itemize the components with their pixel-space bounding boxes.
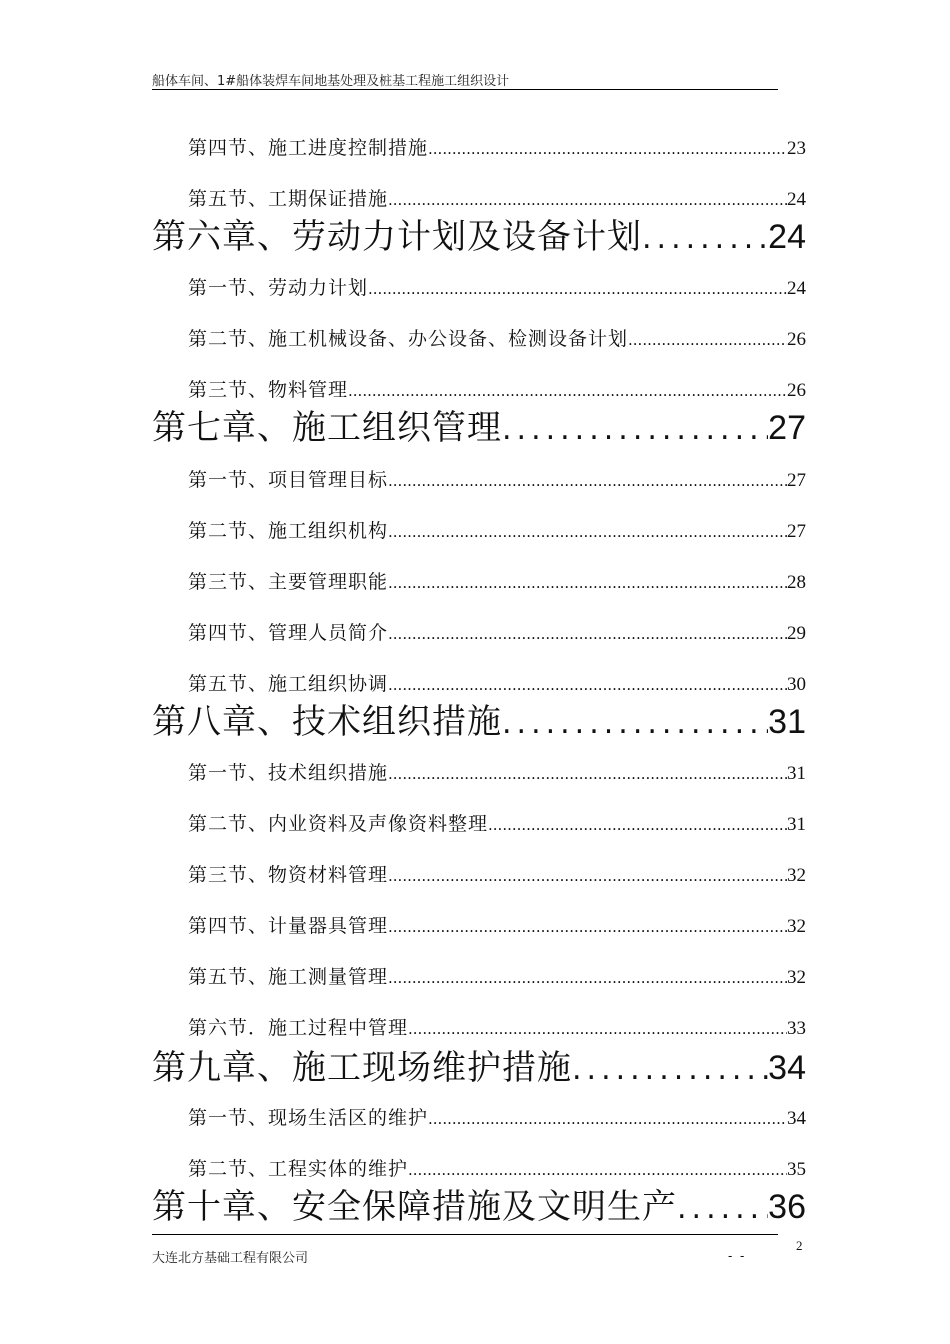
dot-leader bbox=[677, 1189, 768, 1229]
toc-entry-title: 第三节、主要管理职能 bbox=[188, 571, 389, 593]
toc-entry-title: 第四节、管理人员简介 bbox=[188, 622, 389, 644]
toc-chapter-entry[interactable] bbox=[152, 1187, 806, 1229]
footer-company-name: 大连北方基础工程有限公司 bbox=[152, 1251, 309, 1266]
toc-section-entry[interactable] bbox=[188, 761, 806, 786]
toc-entry-page: 32 bbox=[787, 865, 806, 886]
toc-section-entry[interactable] bbox=[188, 1157, 806, 1182]
toc-entry-page: 27 bbox=[768, 409, 806, 447]
toc-entry-page: 27 bbox=[787, 521, 806, 542]
dot-leader bbox=[642, 219, 768, 259]
footer-divider bbox=[152, 1234, 778, 1235]
toc-section-entry[interactable] bbox=[188, 621, 806, 646]
toc-entry-title: 第五节、施工测量管理 bbox=[188, 966, 389, 988]
toc-entry-title: 第四节、计量器具管理 bbox=[188, 915, 389, 937]
dot-leader bbox=[388, 571, 787, 595]
toc-entry-page: 31 bbox=[787, 763, 806, 784]
toc-chapter-entry[interactable] bbox=[152, 1048, 806, 1090]
toc-chapter-entry[interactable] bbox=[152, 408, 806, 450]
toc-section-entry[interactable] bbox=[188, 570, 806, 595]
toc-entry-title: 第四节、施工进度控制措施 bbox=[188, 137, 429, 159]
dot-leader bbox=[388, 762, 787, 786]
page-header-title: 船体车间、1#船体装焊车间地基处理及桩基工程施工组织设计 bbox=[152, 74, 510, 89]
toc-section-entry[interactable] bbox=[188, 276, 806, 301]
dot-leader bbox=[502, 704, 768, 744]
toc-entry-page: 24 bbox=[787, 278, 806, 299]
toc-entry-title: 第三节、物资材料管理 bbox=[188, 864, 389, 886]
toc-entry-page: 31 bbox=[768, 703, 806, 741]
toc-entry-title: 第三节、物料管理 bbox=[188, 379, 349, 401]
toc-entry-page: 32 bbox=[787, 916, 806, 937]
toc-chapter-entry[interactable] bbox=[152, 702, 806, 744]
toc-section-entry[interactable] bbox=[188, 965, 806, 990]
dot-leader bbox=[388, 864, 787, 888]
toc-entry-title: 第十章、安全保障措施及文明生产 bbox=[152, 1187, 677, 1227]
toc-entry-title: 第二节、施工机械设备、办公设备、检测设备计划 bbox=[188, 328, 629, 350]
dot-leader bbox=[388, 188, 787, 212]
toc-section-entry[interactable] bbox=[188, 863, 806, 888]
toc-entry-title: 第一节、现场生活区的维护 bbox=[188, 1107, 429, 1129]
dot-leader bbox=[388, 520, 787, 544]
toc-entry-title: 第九章、施工现场维护措施 bbox=[152, 1048, 572, 1088]
toc-entry-title: 第八章、技术组织措施 bbox=[152, 702, 502, 742]
toc-entry-page: 27 bbox=[787, 470, 806, 491]
dot-leader bbox=[502, 410, 768, 450]
page-number: 2 bbox=[796, 1238, 803, 1253]
toc-section-entry[interactable] bbox=[188, 1016, 806, 1041]
dot-leader bbox=[408, 1158, 787, 1182]
toc-section-entry[interactable] bbox=[188, 672, 806, 697]
dot-leader bbox=[388, 622, 787, 646]
toc-entry-title: 第二节、内业资料及声像资料整理 bbox=[188, 813, 489, 835]
toc-entry-page: 33 bbox=[787, 1018, 806, 1039]
dot-leader bbox=[428, 137, 787, 161]
toc-entry-title: 第一节、项目管理目标 bbox=[188, 469, 389, 491]
toc-section-entry[interactable] bbox=[188, 187, 806, 212]
toc-section-entry[interactable] bbox=[188, 812, 806, 837]
dot-leader bbox=[388, 966, 787, 990]
toc-section-entry[interactable] bbox=[188, 1106, 806, 1131]
toc-entry-page: 26 bbox=[787, 329, 806, 350]
toc-entry-page: 34 bbox=[768, 1049, 806, 1087]
toc-section-entry[interactable] bbox=[188, 914, 806, 939]
dot-leader bbox=[428, 1107, 787, 1131]
header-divider bbox=[152, 89, 778, 90]
dot-leader bbox=[388, 469, 787, 493]
toc-entry-page: 35 bbox=[787, 1159, 806, 1180]
toc-section-entry[interactable] bbox=[188, 327, 806, 352]
toc-entry-title: 第六章、劳动力计划及设备计划 bbox=[152, 217, 642, 257]
toc-entry-page: 30 bbox=[787, 674, 806, 695]
toc-entry-page: 34 bbox=[787, 1108, 806, 1129]
dot-leader bbox=[348, 379, 787, 403]
dot-leader bbox=[408, 1017, 787, 1041]
toc-section-entry[interactable] bbox=[188, 468, 806, 493]
toc-entry-title: 第七章、施工组织管理 bbox=[152, 408, 502, 448]
toc-entry-page: 26 bbox=[787, 380, 806, 401]
toc-chapter-entry[interactable] bbox=[152, 217, 806, 259]
toc-section-entry[interactable] bbox=[188, 519, 806, 544]
footer-dashes: - - bbox=[728, 1248, 747, 1263]
toc-entry-title: 第五节、工期保证措施 bbox=[188, 188, 389, 210]
toc-entry-page: 24 bbox=[768, 218, 806, 256]
toc-entry-page: 31 bbox=[787, 814, 806, 835]
dot-leader bbox=[388, 673, 787, 697]
toc-entry-page: 28 bbox=[787, 572, 806, 593]
toc-entry-page: 36 bbox=[768, 1188, 806, 1226]
toc-entry-title: 第二节、工程实体的维护 bbox=[188, 1158, 409, 1180]
toc-entry-title: 第一节、劳动力计划 bbox=[188, 277, 369, 299]
dot-leader bbox=[628, 328, 787, 352]
toc-entry-page: 24 bbox=[787, 189, 806, 210]
toc-entry-page: 23 bbox=[787, 138, 806, 159]
toc-entry-title: 第二节、施工组织机构 bbox=[188, 520, 389, 542]
toc-section-entry[interactable] bbox=[188, 136, 806, 161]
toc-entry-title: 第六节．施工过程中管理 bbox=[188, 1017, 409, 1039]
toc-entry-page: 32 bbox=[787, 967, 806, 988]
dot-leader bbox=[572, 1050, 768, 1090]
toc-entry-title: 第五节、施工组织协调 bbox=[188, 673, 389, 695]
dot-leader bbox=[368, 277, 787, 301]
toc-entry-page: 29 bbox=[787, 623, 806, 644]
dot-leader bbox=[488, 813, 787, 837]
toc-section-entry[interactable] bbox=[188, 378, 806, 403]
dot-leader bbox=[388, 915, 787, 939]
toc-entry-title: 第一节、技术组织措施 bbox=[188, 762, 389, 784]
